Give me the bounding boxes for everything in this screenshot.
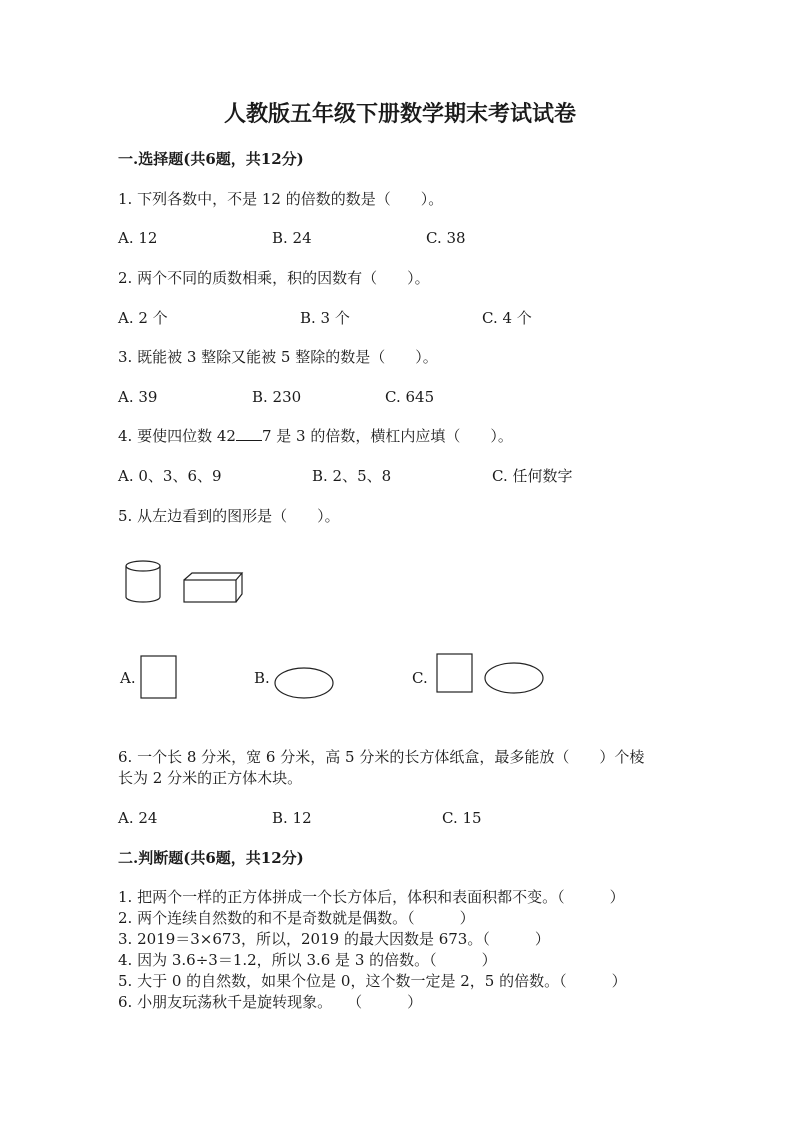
- q4-stem: [118, 427, 513, 445]
- q6-option-c: C. 15: [442, 809, 482, 827]
- q6-stem-line1: 6. 一个长 8 分米，宽 6 分米，高 5 分米的长方体纸盒，最多能放（ ）个棱: [118, 748, 645, 766]
- q2-stem: 2. 两个不同的质数相乘，积的因数有（ ）。: [118, 269, 430, 287]
- q6-option-a: A. 24: [118, 809, 158, 827]
- judgment-item-3: 3. 2019＝3×673，所以，2019 的最大因数是 673。（ ）: [118, 930, 550, 948]
- q3-option-c: C. 645: [385, 388, 435, 406]
- cuboid-shape: [184, 573, 242, 602]
- q5-option-b: B.: [254, 669, 270, 687]
- q6-option-b: B. 12: [272, 809, 312, 827]
- q5-option-b-ellipse: [274, 667, 336, 701]
- q5-option-a-rectangle: [140, 655, 178, 700]
- q2-option-a: A. 2 个: [118, 309, 168, 327]
- q5-stem: 5. 从左边看到的图形是（ ）。: [118, 507, 340, 525]
- cylinder-shape: [126, 561, 160, 602]
- q3-option-b: B. 230: [252, 388, 302, 406]
- q4-blank: [236, 427, 262, 441]
- q4-stem-pre: 4. 要使四位数 42: [118, 427, 236, 445]
- judgment-item-2: 2. 两个连续自然数的和不是奇数就是偶数。（ ）: [118, 909, 475, 927]
- judgment-item-4: 4. 因为 3.6÷3＝1.2，所以 3.6 是 3 的倍数。（ ）: [118, 951, 497, 969]
- q5-solid-figure: [120, 558, 250, 608]
- q5-option-c-rectangle: [437, 654, 472, 692]
- q5-option-c: C.: [412, 669, 428, 687]
- q6-stem-line2: 长为 2 分米的正方体木块。: [118, 769, 303, 787]
- q2-option-c: C. 4 个: [482, 309, 532, 327]
- judgment-item-1: 1. 把两个一样的正方体拼成一个长方体后，体积和表面积都不变。（ ）: [118, 888, 625, 906]
- q1-option-a: A. 12: [118, 229, 158, 247]
- q5-option-c-figure: [436, 653, 548, 695]
- judgment-item-5: 5. 大于 0 的自然数，如果个位是 0，这个数一定是 2，5 的倍数。（ ）: [118, 972, 627, 990]
- q1-option-c: C. 38: [426, 229, 466, 247]
- q4-option-a: A. 0、3、6、9: [118, 467, 222, 485]
- q5-option-a: A.: [120, 669, 136, 687]
- q1-stem: 1. 下列各数中，不是 12 的倍数的数是（ ）。: [118, 190, 444, 208]
- q1-option-b: B. 24: [272, 229, 312, 247]
- section-heading-judgment: 二.判断题(共6题，共12分): [118, 849, 304, 867]
- q4-stem-post: 7 是 3 的倍数，横杠内应填（ ）。: [261, 427, 513, 445]
- q3-option-a: A. 39: [118, 388, 158, 406]
- section-heading-choice: 一.选择题(共6题，共12分): [118, 150, 304, 168]
- page-title: 人教版五年级下册数学期末考试试卷: [223, 101, 576, 127]
- q5-option-c-ellipse: [485, 663, 543, 693]
- judgment-item-6: 6. 小朋友玩荡秋千是旋转现象。 （ ）: [118, 993, 423, 1011]
- q4-option-b: B. 2、5、8: [312, 467, 392, 485]
- q2-option-b: B. 3 个: [300, 309, 350, 327]
- q4-option-c: C. 任何数字: [492, 467, 573, 485]
- q3-stem: 3. 既能被 3 整除又能被 5 整除的数是（ ）。: [118, 348, 438, 366]
